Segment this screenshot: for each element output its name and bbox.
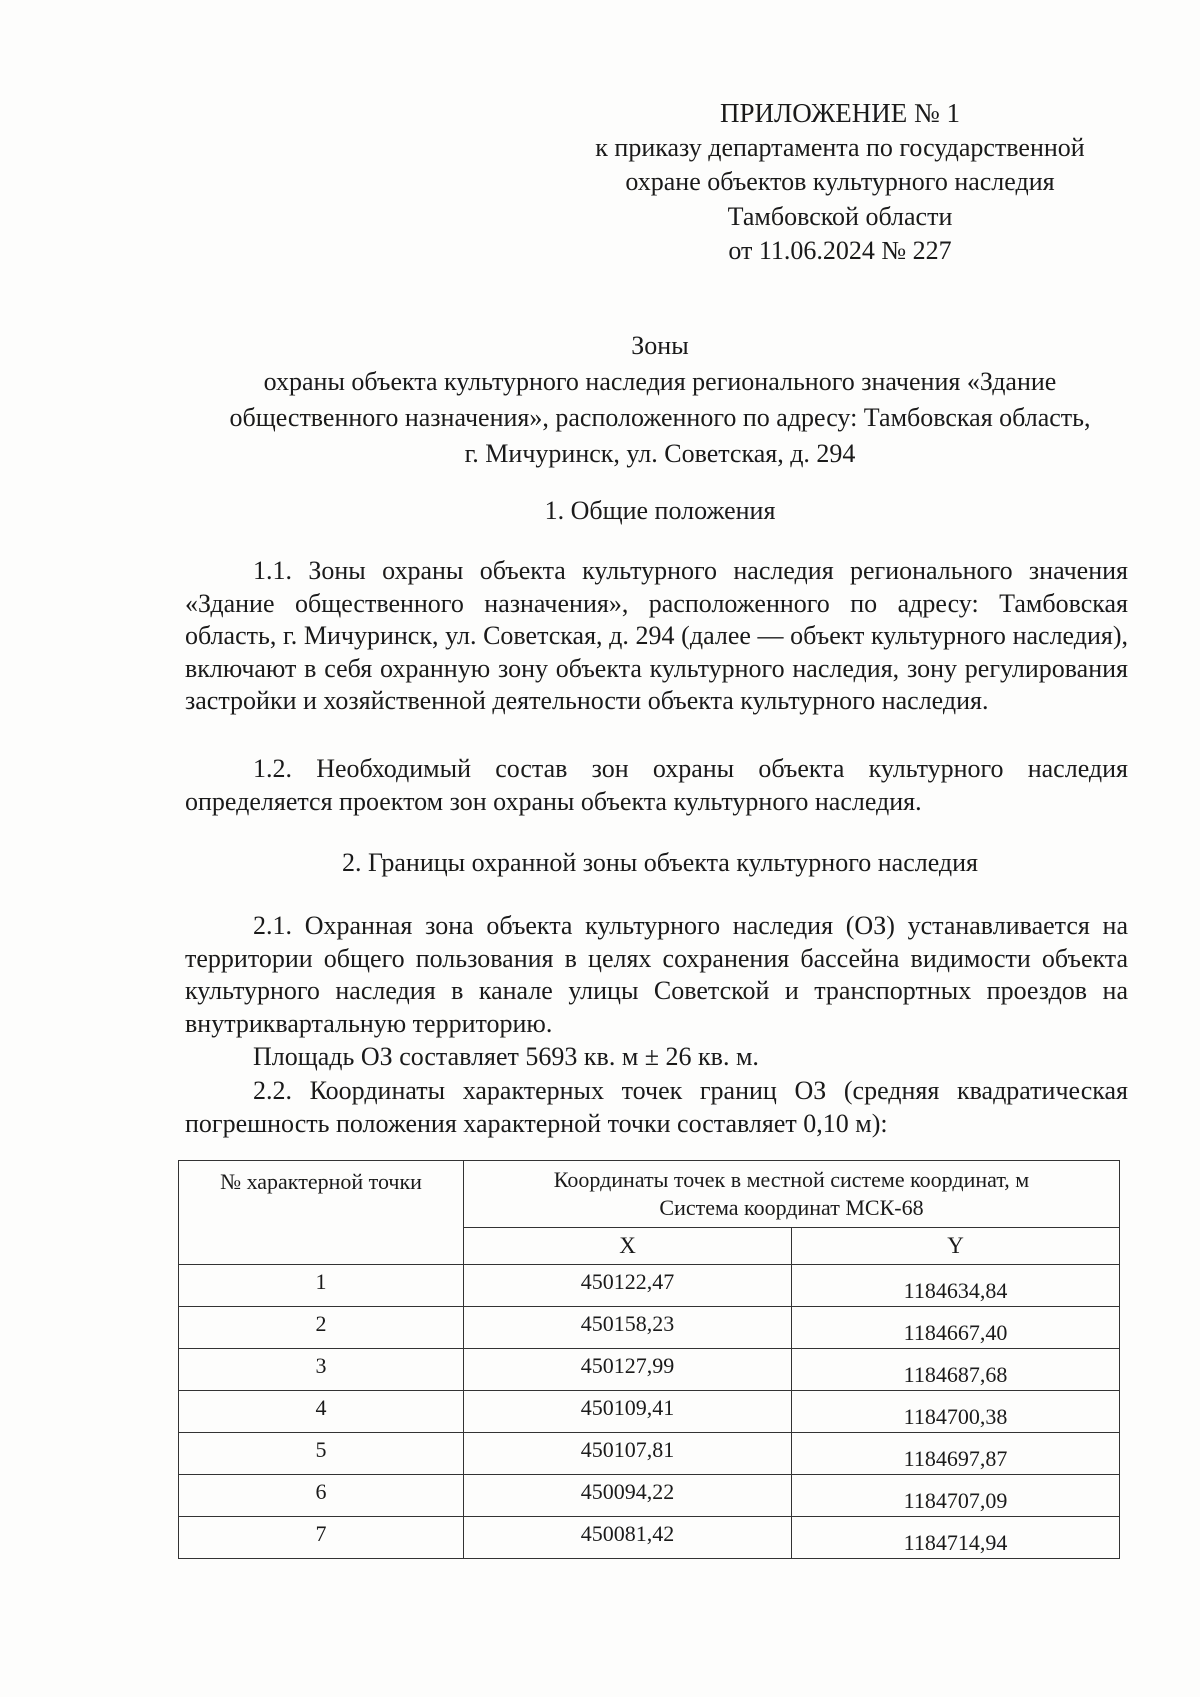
point-number: 7 bbox=[179, 1517, 464, 1559]
title-line-4: г. Мичуринск, ул. Советская, д. 294 bbox=[464, 439, 856, 468]
appendix-line-4: от 11.06.2024 № 227 bbox=[728, 236, 952, 265]
header-coordinate-system-line-2: Система координат МСК-68 bbox=[659, 1195, 924, 1220]
point-x: 450081,42 bbox=[464, 1517, 792, 1559]
coordinates-table bbox=[178, 1160, 1120, 1559]
appendix-line-2: охране объектов культурного наследия bbox=[625, 167, 1055, 196]
point-x: 450158,23 bbox=[464, 1307, 792, 1349]
point-y: 1184707,09 bbox=[792, 1475, 1120, 1517]
table-row bbox=[179, 1391, 1120, 1433]
title-line-3: общественного назначения», расположенного по адресу: Тамбовская область, bbox=[229, 403, 1091, 432]
table-row bbox=[179, 1349, 1120, 1391]
appendix-title: ПРИЛОЖЕНИЕ № 1 bbox=[719, 98, 961, 128]
point-y: 1184714,94 bbox=[792, 1517, 1120, 1559]
table-row bbox=[179, 1433, 1120, 1475]
area-line: Площадь ОЗ составляет 5693 кв. м ± 26 кв. м. bbox=[253, 1042, 759, 1071]
point-number: 1 bbox=[179, 1265, 464, 1307]
point-number: 2 bbox=[179, 1307, 464, 1349]
appendix-line-1: к приказу департамента по государственной bbox=[595, 132, 1085, 162]
table-row bbox=[179, 1517, 1120, 1559]
table-row bbox=[179, 1265, 1120, 1307]
paragraph-2-1: 2.1. Охранная зона объекта культурного наследия (ОЗ) устанавливается на территории общего пользования в целях сохранения бассейна видимости объекта культурного наследия в канале улицы Советской и транспортных проездов на внутриквартальную территорию. bbox=[185, 911, 1128, 1038]
header-x: X bbox=[464, 1228, 792, 1265]
paragraph-1-2: 1.2. Необходимый состав зон охраны объекта культурного наследия определяется проектом зон охраны объекта культурного наследия. bbox=[185, 754, 1128, 816]
point-number: 6 bbox=[179, 1475, 464, 1517]
point-y: 1184687,68 bbox=[792, 1349, 1120, 1391]
table-row bbox=[179, 1475, 1120, 1517]
point-x: 450122,47 bbox=[464, 1265, 792, 1307]
point-x: 450107,81 bbox=[464, 1433, 792, 1475]
title-line-1: Зоны bbox=[631, 331, 689, 360]
header-coordinate-system bbox=[464, 1161, 1120, 1228]
point-y: 1184634,84 bbox=[792, 1265, 1120, 1307]
point-x: 450109,41 bbox=[464, 1391, 792, 1433]
point-y: 1184697,87 bbox=[792, 1433, 1120, 1475]
paragraph-2-2: 2.2. Координаты характерных точек границ ОЗ (средняя квадратическая погрешность положения характерной точки составляет 0,10 м): bbox=[185, 1076, 1128, 1138]
appendix-block bbox=[560, 96, 1120, 269]
point-x: 450094,22 bbox=[464, 1475, 792, 1517]
header-point-number: № характерной точки bbox=[179, 1161, 464, 1265]
point-x: 450127,99 bbox=[464, 1349, 792, 1391]
point-y: 1184667,40 bbox=[792, 1307, 1120, 1349]
paragraph-1-1: 1.1. Зоны охраны объекта культурного наследия регионального значения «Здание общественного назначения», расположенного по адресу: Тамбовская область, г. Мичуринск, ул. Советская, д. 294 (далее — объект культурного наследия), включают в себя охранную зону объекта культурного наследия, зону регулирования застройки и хозяйственной деятельности объекта культурного наследия. bbox=[185, 556, 1128, 715]
appendix-line-3: Тамбовской области bbox=[727, 201, 953, 231]
section-2-heading: 2. Границы охранной зоны объекта культурного наследия bbox=[341, 848, 979, 877]
document-title bbox=[180, 328, 1140, 472]
title-line-2: охраны объекта культурного наследия регионального значения «Здание bbox=[263, 367, 1057, 396]
point-number: 5 bbox=[179, 1433, 464, 1475]
header-coordinate-system-line-1: Координаты точек в местной системе координат, м bbox=[553, 1167, 1030, 1192]
section-1-heading: 1. Общие положения bbox=[544, 496, 776, 525]
point-y: 1184700,38 bbox=[792, 1391, 1120, 1433]
header-y: Y bbox=[792, 1228, 1120, 1265]
table-row bbox=[179, 1307, 1120, 1349]
point-number: 3 bbox=[179, 1349, 464, 1391]
point-number: 4 bbox=[179, 1391, 464, 1433]
